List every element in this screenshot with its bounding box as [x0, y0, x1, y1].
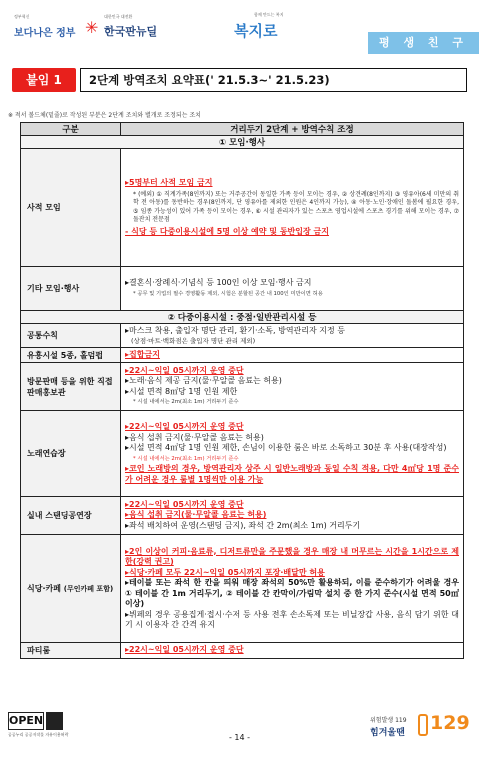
row-label-party: 파티룸: [21, 643, 121, 659]
text-line: ▸22시~익일 05시까지 운영 중단: [125, 499, 244, 509]
text-line: ▸시설 면적 8㎡당 1명 인원 제한: [125, 386, 238, 396]
row-content-karaoke: [121, 411, 464, 497]
lifelong-friend-badge: 평 생 친 구: [368, 32, 479, 54]
hotline-name: 힘겨울땐: [370, 728, 405, 738]
open-license-sub: 공공누리 공공저작물 자유이용허락: [8, 732, 69, 737]
text-line: * 시설 내에서는 2m(최소 1m) 거리두기 준수: [133, 399, 239, 405]
page-number: - 14 -: [228, 733, 251, 742]
hotline-subtitle: 위험발생 119: [370, 717, 407, 724]
text-line: ▸22시~익일 05시까지 운영 중단: [125, 365, 244, 375]
row-label-common: 공통수칙: [21, 324, 121, 348]
row-content-private: [121, 149, 464, 267]
appendix-tag: 붙임 1: [12, 68, 76, 92]
row-label-events: 기타 모임·행사: [21, 267, 121, 311]
government-logo: 보다나은 정부: [14, 28, 76, 39]
header-content: 거리두기 2단계 + 방역수칙 조정: [121, 123, 464, 136]
section-facilities: ② 다중이용시설 : 중점·일반관리시설 등: [21, 311, 464, 324]
phone-icon: [418, 714, 428, 736]
text-line: * 시설 내에서는 2m(최소 1m) 거리두기 준수: [133, 455, 239, 462]
hotline-number: 129: [430, 712, 470, 734]
logo1-subtitle: 정부혁신: [14, 14, 30, 19]
logo2-subtitle: 대한민국 대전환: [104, 14, 133, 19]
measures-table: [20, 122, 464, 659]
cafe-label: 식당·카페: [27, 583, 61, 593]
page-header: [0, 0, 479, 62]
row-content-standing: [121, 497, 464, 535]
text-line: ▸테이블 또는 좌석 한 칸을 띄워 매장 좌석의 50%만 활용하되, 이를 준수하기가 어려울 경우 ① 테이블 간 1m 거리두기, ② 테이블 간 칸막이/가림막 설치 중 한 가지 준수(시설 면적 50㎡ 이상): [125, 578, 459, 608]
text-line: ▸뷔페의 경우 공용집게·접시·수저 등 사용 전후 손소독제 또는 비닐장갑 사용, 음식 담기 위한 대기 시 이용자 간 간격 유지: [125, 609, 459, 629]
open-logo: OPEN: [8, 712, 44, 730]
row-label-cafe: [21, 535, 121, 643]
row-label-private: 사적 모임: [21, 149, 121, 267]
newdeal-logo: 한국판뉴딜: [104, 25, 158, 38]
text-line: ▸마스크 착용, 출입자 명단 관리, 환기·소독, 방역관리자 지정 등: [125, 326, 346, 335]
row-label-entertainment: 유흥시설 5종, 홀덤펍: [21, 348, 121, 363]
text-line: ▸좌석 배치하여 운영(스탠딩 금지), 좌석 간 2m(최소 1m) 거리두기: [125, 520, 361, 530]
cafe-label-sub: (무인카페 포함): [63, 584, 114, 593]
row-content-events: [121, 267, 464, 311]
text-line: * 공무 및 기업의 필수 경영활동 제외, 시험은 분할된 공간 내 100인 미만이면 허용: [133, 290, 323, 297]
note: ※ 적서 볼드체(밑줄)로 작성된 부분은 2단계 조치와 별개로 조정되는 조치: [8, 112, 201, 119]
page-title: 2단계 방역조치 요약표(' 21.5.3~' 21.5.23): [80, 68, 467, 92]
text-line: ▸2인 이상이 커피·음료류, 디저트류만을 주문했을 경우 매장 내 머무르는 시간을 1시간으로 제한(강력 권고): [125, 546, 459, 566]
row-label-karaoke: 노래연습장: [21, 411, 121, 497]
text-line: ▸시설 면적 4㎡당 1명 인원 제한, 손님이 이용한 룸은 바로 소독하고 30분 후 사용(대장작성): [125, 443, 447, 452]
text-line: ▸음식 섭취 금지(물·무알콜 음료는 허용): [125, 510, 267, 520]
title-row: [12, 68, 467, 92]
header-category: 구분: [21, 123, 121, 136]
text-line: - 식당 등 다중이용시설에 5명 이상 예약 및 동반입장 금지: [125, 226, 329, 236]
row-content-cafe: [121, 535, 464, 643]
text-line: ▸음식 섭취 금지(물·무알콜 음료는 허용): [125, 432, 264, 442]
newdeal-icon: ✳: [85, 18, 99, 37]
text-line: (상점·마트·백화점은 출입자 명단 관리 제외): [131, 336, 256, 345]
person-icon: [46, 712, 63, 730]
hotline-logo: [370, 712, 475, 742]
text-line: ▸결혼식·장례식·기념식 등 100인 이상 모임·행사 금지: [125, 278, 312, 287]
bokjiro-logo: 복지로: [234, 22, 278, 40]
text-line: ▸5명부터 사적 모임 금지: [125, 178, 213, 187]
text-line: ▸코인 노래방의 경우, 방역관리자 상주 시 일반노래방과 동일 수칙 적용, 다만 4㎡당 1명 준수가 어려운 경우 룸별 1명씩만 이용 가능: [125, 464, 459, 484]
text-line: ▸노래·음식 제공 금지(물·무알콜 음료는 허용): [125, 376, 282, 385]
section-gatherings: ① 모임·행사: [21, 136, 464, 149]
text-line: * (예외) ① 직계가족(8인까지) 또는 거주공간이 동일한 가족 등이 모이는 경우, ② 상견례(8인까지) ③ 영유아(6세 미만의 취학 전 아동)를 동반하는 경우(8인까지, 단 영유아를 제외한 인원은 4인까지 가능), ④ 아동·노인·장애인 돌봄에 필요한 경우, ⑤ 임종 가능성이 있어 가족 등이 모이는 경우, ⑥ 시설 관리자가 있는 스포츠 영업시설에 스포츠 경기를 위해 모이는 경우, ⑦ 돌잔치 전문점: [133, 190, 459, 223]
text-line: ▸집합금지: [125, 349, 160, 359]
row-label-door-to-door: 방문판매 등을 위한 직접판매홍보관: [21, 363, 121, 411]
row-content-door-to-door: [121, 363, 464, 411]
logo3-subtitle: 함께 만드는 복지: [254, 12, 284, 17]
text-line: ▸22시~익일 05시까지 운영 중단: [125, 645, 244, 655]
row-content-common: [121, 324, 464, 348]
row-label-standing: 실내 스탠딩공연장: [21, 497, 121, 535]
row-content-party: [121, 643, 464, 659]
text-line: ▸식당·카페 모두 22시~익일 05시까지 포장·배달만 허용: [125, 567, 325, 577]
text-line: ▸22시~익일 05시까지 운영 중단: [125, 422, 244, 431]
row-content-entertainment: [121, 348, 464, 363]
